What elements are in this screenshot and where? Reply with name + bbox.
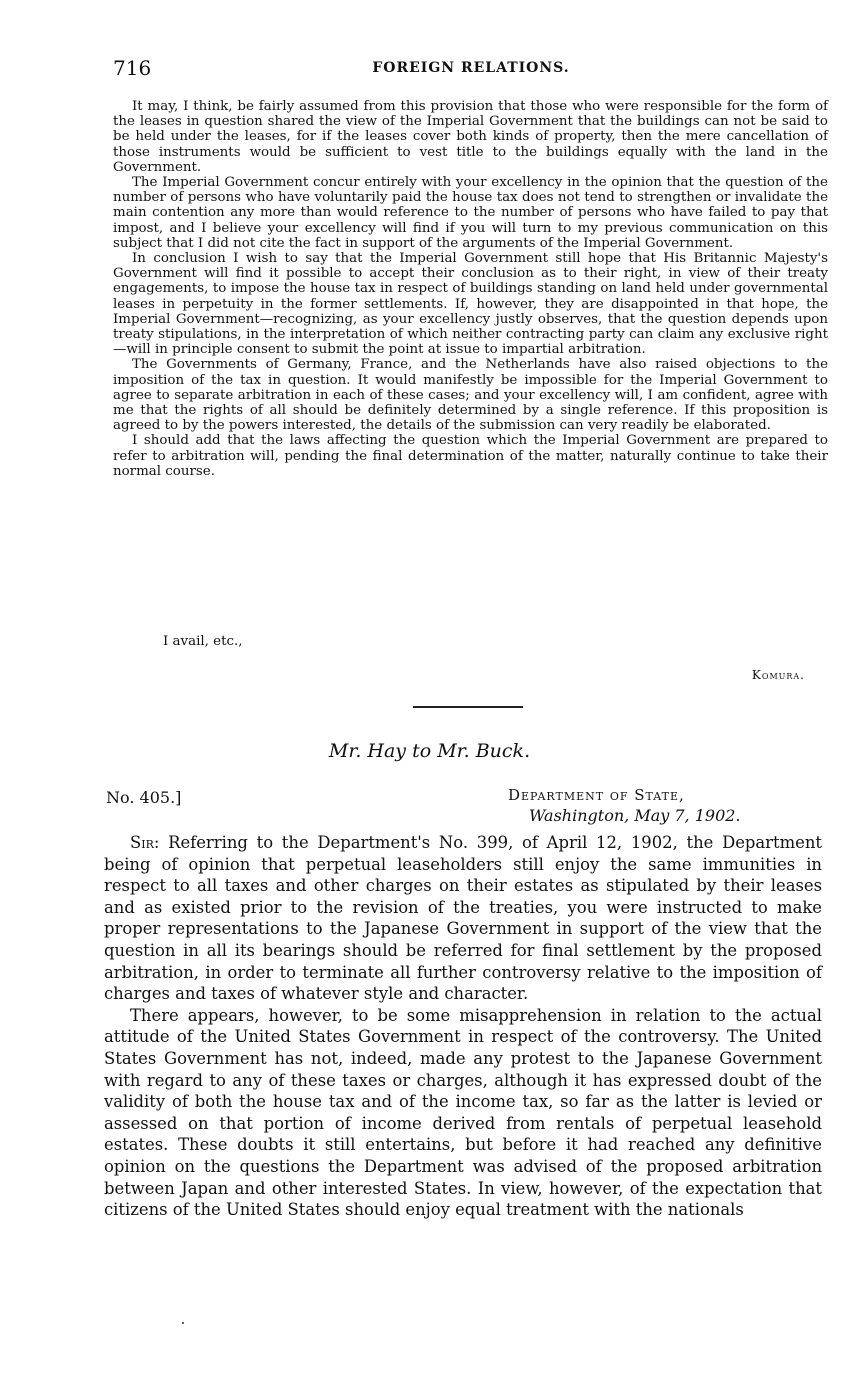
print-speck	[182, 1322, 184, 1324]
paragraph: The Governments of Germany, France, and the Netherlands have also raised objections to the imposition of the tax in question. It would manifestly be impossible for the Imperial Government to agree to separate arbitration in each of these cases; and your excellency will, I am confident, agree with me that the rights of all should be definitely determined by a single reference. If this proposition is agreed to by the powers interested, the details of the submission can very readily be elaborated.	[113, 357, 828, 434]
signature: Komura.	[751, 668, 805, 682]
document-number: No. 405.]	[106, 788, 182, 807]
page-header	[113, 56, 829, 86]
paragraph: In conclusion I wish to say that the Imperial Government still hope that His Britannic Majesty's Government will find it possible to accept their conclusion as to their right, in view of their treaty engagements, to impose the house tax in respect of buildings standing on land held under governmental leases in perpetuity in the former settlements. If, however, they are disappointed in that hope, the Imperial Government—recognizing, as your excellency justly observes, that the question depends upon treaty stipulations, in the interpretation of which neither contracting party can claim any exclusive right—will in principle consent to submit the point at issue to impartial arbitration.	[113, 251, 828, 358]
section-divider	[413, 706, 523, 708]
komura-letter-body	[113, 99, 828, 479]
paragraph	[104, 832, 822, 1005]
running-head: FOREIGN RELATIONS.	[372, 60, 570, 76]
paragraph: I should add that the laws affecting the question which the Imperial Government are prepared to refer to arbitration will, pending the final determination of the matter, naturally continue to take their normal course.	[113, 433, 828, 479]
department-name: Department of State,	[508, 786, 685, 804]
paragraph: It may, I think, be fairly assumed from this provision that those who were responsible for the form of the leases in question shared the view of the Imperial Government that the buildings can not be said to be held under the leases, for if the leases cover both kinds of property, then the mere cancellation of those instruments would be sufficient to vest title to the buildings equally with the land in the Government.	[113, 99, 828, 175]
salutation: Sir:	[130, 833, 160, 852]
closing-line: I avail, etc.,	[163, 634, 243, 649]
hay-letter-body	[104, 832, 822, 1221]
page-number: 716	[113, 56, 152, 80]
paragraph: The Imperial Government concur entirely with your excellency in the opinion that the question of the number of persons who have voluntarily paid the house tax does not tend to strengthen or invalidate the main contention any more than would reference to the number of persons who have failed to pay that impost, and I believe your excellency will find if you will turn to my previous communication on this subject that I did not cite the fact in support of the arguments of the Imperial Government.	[113, 175, 828, 251]
paragraph-text: Referring to the Department's No. 399, of April 12, 1902, the Department being of opinion that perpetual leaseholders still enjoy the same immunities in respect to all taxes and other charges on their estates as stipulated by their leases and as existed prior to the revision of the treaties, you were instructed to make proper representations to the Japanese Government in support of the view that the question in all its bearings should be referred for final settlement by the proposed arbitration, in order to terminate all further controversy relative to the imposition of charges and taxes of whatever style and character.	[104, 833, 822, 1004]
paragraph: There appears, however, to be some misapprehension in relation to the actual attitude of the United States Government in respect of the controversy. The United States Government has not, indeed, made any protest to the Japanese Government with regard to any of these taxes or charges, although it has expressed doubt of the validity of both the house tax and of the income tax, so far as the latter is levied or assessed on that portion of income derived from rentals of perpetual leasehold estates. These doubts it still entertains, but before it had reached any definitive opinion on the questions the Department was advised of the proposed arbitration between Japan and other interested States. In view, however, of the expectation that citizens of the United States should enjoy equal treatment with the nationals	[104, 1005, 822, 1220]
place-date: Washington, May 7, 1902.	[529, 806, 741, 825]
letter-heading: Mr. Hay to Mr. Buck.	[328, 740, 531, 762]
